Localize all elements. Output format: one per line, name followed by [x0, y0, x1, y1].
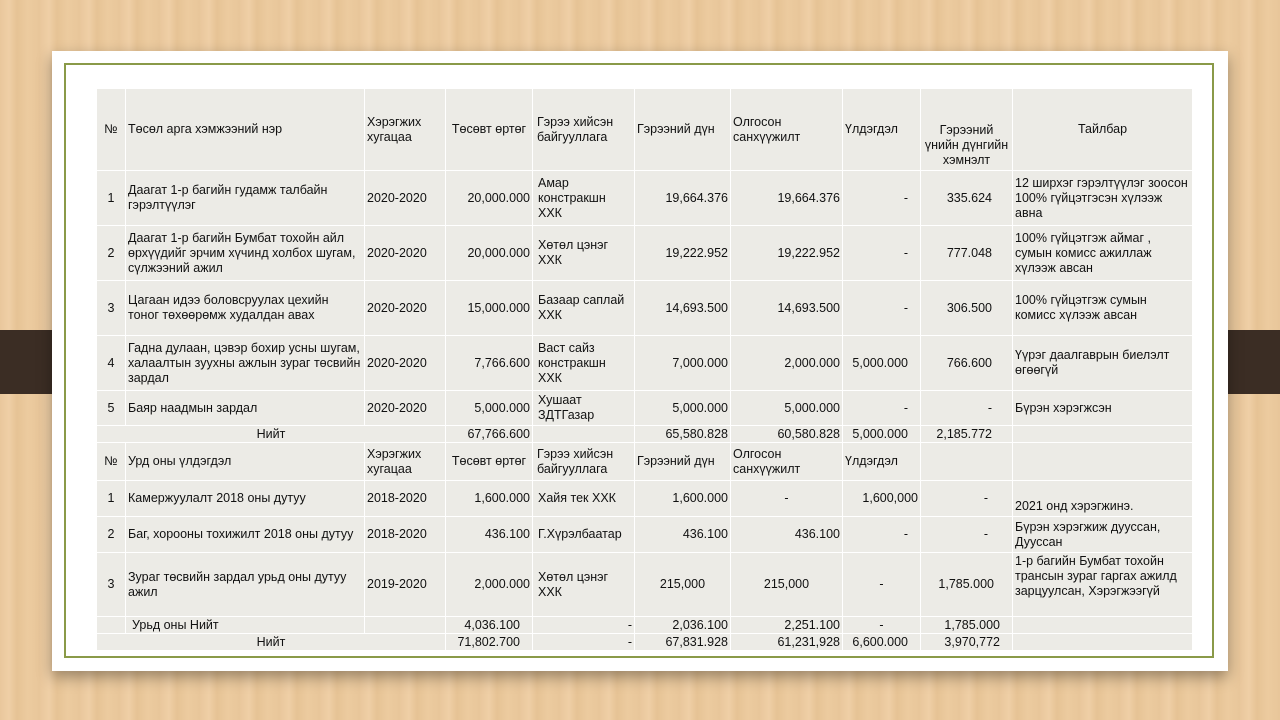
header-contractor: Гэрээ хийсэн байгууллага: [533, 89, 635, 171]
row2-period: 2019-2020: [365, 553, 446, 617]
header2-period: Хэрэгжих хугацаа: [365, 443, 446, 481]
prev-total-perf: 1,785.000: [921, 617, 1013, 634]
row-no: 4: [97, 336, 126, 391]
row-period: 2020-2020: [365, 171, 446, 226]
total-row: [97, 426, 1193, 443]
row-name: Даагат 1-р багийн гудамж талбайн гэрэлтүүлэг: [126, 171, 365, 226]
prev-total-period: [365, 617, 446, 634]
row-contractor: Хөтөл цэнэг ХХК: [533, 226, 635, 281]
row-contractor: Хушаат ЗДТГазар: [533, 391, 635, 426]
row2-note: Бүрэн хэрэгжиж дууссан, Дууссан: [1013, 517, 1193, 553]
row2-perf: -: [921, 481, 1013, 517]
row-period: 2020-2020: [365, 391, 446, 426]
row-no: 3: [97, 281, 126, 336]
row-name: Гадна дулаан, цэвэр бохир усны шугам, халаалтын зуухны ажлын зураг төсвийн зардал: [126, 336, 365, 391]
prev-total-label: Урьд оны Нийт: [126, 617, 365, 634]
total-financing: 60,580.828: [731, 426, 843, 443]
row2-financing: 436.100: [731, 517, 843, 553]
row2-remaining: -: [843, 517, 921, 553]
row-financing: 14,693.500: [731, 281, 843, 336]
total-amount: 65,580.828: [635, 426, 731, 443]
row-amount: 5,000.000: [635, 391, 731, 426]
row-budget: 20,000.000: [446, 171, 533, 226]
table-row: [97, 481, 1193, 517]
row-period: 2020-2020: [365, 226, 446, 281]
row2-period: 2018-2020: [365, 517, 446, 553]
row-amount: 19,664.376: [635, 171, 731, 226]
row-note: 100% гүйцэтгэж сумын комисс хүлээж авсан: [1013, 281, 1193, 336]
row-period: 2020-2020: [365, 336, 446, 391]
row2-name: Камержуулалт 2018 оны дутуу: [126, 481, 365, 517]
row-perf: 306.500: [921, 281, 1013, 336]
row-budget: 5,000.000: [446, 391, 533, 426]
row2-perf: -: [921, 517, 1013, 553]
row-amount: 14,693.500: [635, 281, 731, 336]
prev-total-row: [97, 617, 1193, 634]
row-no: 1: [97, 171, 126, 226]
row-budget: 15,000.000: [446, 281, 533, 336]
total-label: Нийт: [97, 426, 446, 443]
header-note: Тайлбар: [1013, 89, 1193, 171]
row-name: Баяр наадмын зардал: [126, 391, 365, 426]
row2-name: Зураг төсвийн зардал урьд оны дутуу ажил: [126, 553, 365, 617]
prev-total-no: [97, 617, 126, 634]
header-no: №: [97, 89, 126, 171]
row-remaining: -: [843, 281, 921, 336]
header-name: Төсөл арга хэмжээний нэр: [126, 89, 365, 171]
header2-no: №: [97, 443, 126, 481]
row-perf: -: [921, 391, 1013, 426]
row2-no: 2: [97, 517, 126, 553]
row-financing: 19,664.376: [731, 171, 843, 226]
prev-total-remaining: -: [843, 617, 921, 634]
row-financing: 19,222.952: [731, 226, 843, 281]
row2-remaining: -: [843, 553, 921, 617]
header2-remaining: Үлдэгдэл: [843, 443, 921, 481]
row-contractor: Базаар саплай ХХК: [533, 281, 635, 336]
table-row: [97, 553, 1193, 617]
row2-budget: 1,600.000: [446, 481, 533, 517]
row2-contractor: Хайя тек ХХК: [533, 481, 635, 517]
row-remaining: -: [843, 171, 921, 226]
header-budget: Төсөвт өртөг: [446, 89, 533, 171]
row2-contractor: Г.Хүрэлбаатар: [533, 517, 635, 553]
header2-financing: Олгосон санхүүжилт: [731, 443, 843, 481]
grand-total-financing: 61,231,928: [731, 634, 843, 651]
total-budget: 67,766.600: [446, 426, 533, 443]
row-remaining: -: [843, 391, 921, 426]
row-amount: 7,000.000: [635, 336, 731, 391]
grand-total-row: [97, 634, 1193, 651]
row-budget: 20,000.000: [446, 226, 533, 281]
header2-contractor: Гэрээ хийсэн байгууллага: [533, 443, 635, 481]
header-financing: Олгосон санхүүжилт: [731, 89, 843, 171]
row2-budget: 2,000.000: [446, 553, 533, 617]
grand-total-budget: 71,802.700: [446, 634, 533, 651]
grand-total-contractor: -: [533, 634, 635, 651]
row-remaining: -: [843, 226, 921, 281]
row-no: 2: [97, 226, 126, 281]
row-note: Бүрэн хэрэгжсэн: [1013, 391, 1193, 426]
row-amount: 19,222.952: [635, 226, 731, 281]
header-perf: Гэрээний үнийн дүнгийн хэмнэлт: [921, 89, 1013, 171]
row-perf: 777.048: [921, 226, 1013, 281]
header2-note: [1013, 443, 1193, 481]
table-row: [97, 226, 1193, 281]
total-note: [1013, 426, 1193, 443]
prev-total-note: [1013, 617, 1193, 634]
row2-financing: -: [731, 481, 843, 517]
row2-no: 1: [97, 481, 126, 517]
row2-name: Баг, хорооны тохижилт 2018 оны дутуу: [126, 517, 365, 553]
table-row: [97, 391, 1193, 426]
row2-financing: 215,000: [731, 553, 843, 617]
grand-total-perf: 3,970,772: [921, 634, 1013, 651]
row2-note: 1-р багийн Бумбат тохойн трансын зураг гаргах ажилд зарцуулсан, Хэрэгжээгүй: [1013, 553, 1193, 617]
header2-name: Урд оны үлдэгдэл: [126, 443, 365, 481]
table-row: [97, 281, 1193, 336]
row2-note: 2021 онд хэрэгжинэ.: [1013, 481, 1193, 517]
row-financing: 2,000.000: [731, 336, 843, 391]
row2-amount: 436.100: [635, 517, 731, 553]
total-contractor: [533, 426, 635, 443]
prev-total-amount: 2,036.100: [635, 617, 731, 634]
project-table: [96, 88, 1193, 651]
row-perf: 335.624: [921, 171, 1013, 226]
row-perf: 766.600: [921, 336, 1013, 391]
header-contract-amount: Гэрээний дүн: [635, 89, 731, 171]
row-note: Үүрэг даалгаврын биелэлт өгөөгүй: [1013, 336, 1193, 391]
prev-total-budget: 4,036.100: [446, 617, 533, 634]
prev-total-financing: 2,251.100: [731, 617, 843, 634]
row-budget: 7,766.600: [446, 336, 533, 391]
row-period: 2020-2020: [365, 281, 446, 336]
header2-budget: Төсөвт өртөг: [446, 443, 533, 481]
row2-contractor: Хөтөл цэнэг ХХК: [533, 553, 635, 617]
row-contractor: Амар констракшн ХХК: [533, 171, 635, 226]
row2-budget: 436.100: [446, 517, 533, 553]
grand-total-label: Нийт: [97, 634, 446, 651]
table-row: [97, 517, 1193, 553]
row-remaining: 5,000.000: [843, 336, 921, 391]
total-remaining: 5,000.000: [843, 426, 921, 443]
header2-contract-amount: Гэрээний дүн: [635, 443, 731, 481]
header2-perf: [921, 443, 1013, 481]
table-row: [97, 171, 1193, 226]
grand-total-note: [1013, 634, 1193, 651]
row-contractor: Васт сайз констракшн ХХК: [533, 336, 635, 391]
row2-period: 2018-2020: [365, 481, 446, 517]
header-period: Хэрэгжих хугацаа: [365, 89, 446, 171]
row-name: Цагаан идээ боловсруулах цехийн тоног төхөөрөмж худалдан авах: [126, 281, 365, 336]
total-perf: 2,185.772: [921, 426, 1013, 443]
grand-total-amount: 67,831.928: [635, 634, 731, 651]
row2-remaining: 1,600,000: [843, 481, 921, 517]
header-row: [97, 89, 1193, 171]
row-no: 5: [97, 391, 126, 426]
header-remaining: Үлдэгдэл: [843, 89, 921, 171]
header-row-2: [97, 443, 1193, 481]
table-row: [97, 336, 1193, 391]
row-note: 100% гүйцэтгэж аймаг , сумын комисс ажиллаж хүлээж авсан: [1013, 226, 1193, 281]
grand-total-remaining: 6,600.000: [843, 634, 921, 651]
row2-perf: 1,785.000: [921, 553, 1013, 617]
row2-amount: 1,600.000: [635, 481, 731, 517]
row-name: Даагат 1-р багийн Бумбат тохойн айл өрхүүдийг эрчим хүчинд холбох шугам, сүлжээний ажил: [126, 226, 365, 281]
row2-amount: 215,000: [635, 553, 731, 617]
row-note: 12 ширхэг гэрэлтүүлэг зоосон 100% гүйцэтгэсэн хүлээж авна: [1013, 171, 1193, 226]
row2-no: 3: [97, 553, 126, 617]
prev-total-contractor: -: [533, 617, 635, 634]
row-financing: 5,000.000: [731, 391, 843, 426]
